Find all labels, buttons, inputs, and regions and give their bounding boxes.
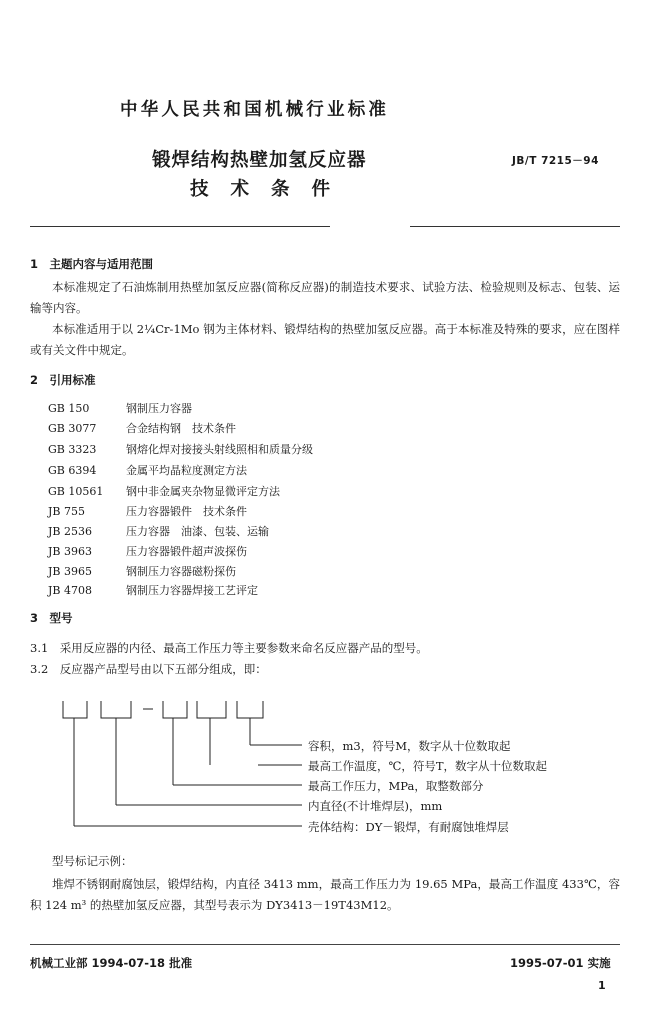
clause-3-1: 3.1 采用反应器的内径、最高工作压力等主要参数来命名反应器产品的型号。: [30, 641, 428, 655]
document-subtitle: 技术条件: [190, 179, 353, 200]
issuing-organization: 中华人民共和国机械行业标准: [120, 100, 390, 120]
footer-rule: [30, 944, 620, 945]
example-text: 堆焊不锈钢耐腐蚀层，锻焊结构，内直径 3413 mm，最高工作压力为 19.65 MPa，最高工作温度 433℃，容积 124 m³ 的热壁加氢反应器，其型号表示为 DY3413－19T43M12。: [30, 877, 620, 912]
reference-row: GB 6394 金属平均晶粒度测定方法: [48, 464, 247, 477]
legend-inner-diameter: 内直径(不计堆焊层)，mm: [308, 799, 443, 813]
legend-pressure: 最高工作压力，MPa，取整数部分: [308, 779, 484, 793]
reference-row: JB 3963 压力容器锻件超声波探伤: [48, 545, 247, 558]
effective-date: 1995-07-01 实施: [510, 956, 611, 970]
legend-shell-structure: 壳体结构：DY－锻焊，有耐腐蚀堆焊层: [308, 820, 509, 834]
section-1-paragraph-2: 本标准适用于以 2¼Cr-1Mo 钢为主体材料、锻焊结构的热壁加氢反应器。高于本标准及特殊的要求，应在图样或有关文件中规定。: [30, 322, 620, 357]
standard-code: JB/T 7215－94: [512, 155, 599, 167]
reference-row: JB 4708 钢制压力容器焊接工艺评定: [48, 584, 258, 597]
section-3-heading: 3 型号: [30, 611, 73, 625]
reference-row: GB 10561 钢中非金属夹杂物显微评定方法: [48, 485, 280, 498]
document-title: 锻焊结构热壁加氢反应器: [152, 150, 367, 171]
reference-row: GB 3323 钢熔化焊对接接头射线照相和质量分级: [48, 443, 313, 456]
example-label: 型号标记示例：: [52, 854, 133, 868]
legend-volume: 容积，m3，符号M，数字从十位数取起: [308, 739, 511, 753]
section-1-heading: 1 主题内容与适用范围: [30, 257, 154, 271]
clause-3-2: 3.2 反应器产品型号由以下五部分组成，即：: [30, 662, 267, 676]
reference-row: JB 3965 钢制压力容器磁粉探伤: [48, 565, 236, 578]
reference-row: GB 150 钢制压力容器: [48, 402, 192, 415]
section-2-heading: 2 引用标准: [30, 373, 96, 387]
reference-row: JB 2536 压力容器 油漆、包装、运输: [48, 525, 269, 538]
page-number: 1: [598, 979, 606, 992]
reference-row: JB 755 压力容器锻件 技术条件: [48, 505, 247, 518]
legend-temperature: 最高工作温度，℃，符号T，数字从十位数取起: [308, 759, 548, 773]
approval-date: 机械工业部 1994-07-18 批准: [30, 956, 193, 970]
section-1-paragraph-1: 本标准规定了石油炼制用热壁加氢反应器(简称反应器)的制造技术要求、试验方法、检验规则及标志、包装、运输等内容。: [30, 280, 620, 315]
reference-row: GB 3077 合金结构钢 技术条件: [48, 422, 236, 435]
